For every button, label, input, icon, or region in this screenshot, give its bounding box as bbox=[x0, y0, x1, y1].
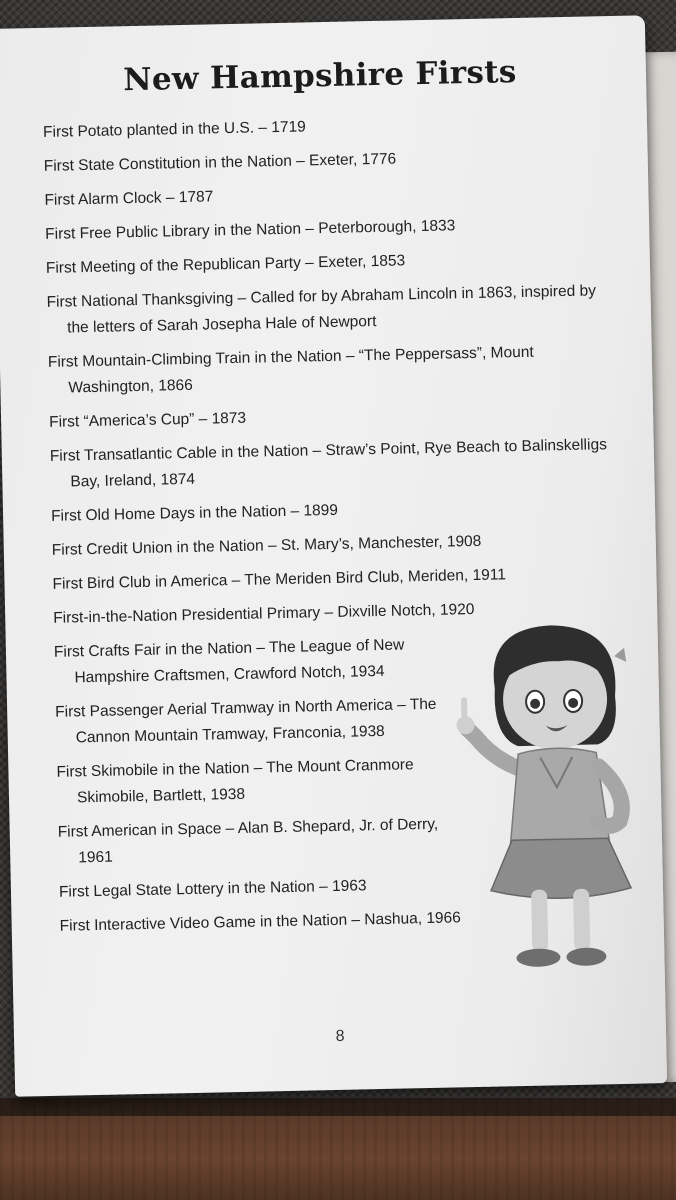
list-item: First Alarm Clock – 1787 bbox=[44, 188, 214, 209]
list-item: First Skimobile in the Nation – The Mount Cranmore Skimobile, Bartlett, 1938 bbox=[56, 756, 414, 807]
booklet-page bbox=[0, 15, 667, 1096]
list-item: First-in-the-Nation Presidential Primary – Dixville Notch, 1920 bbox=[53, 600, 475, 627]
list-item: First Meeting of the Republican Party – Exeter, 1853 bbox=[45, 252, 406, 277]
cartoon-girl-pointing-icon bbox=[445, 615, 652, 979]
list-item: First American in Space – Alan B. Shepard, Jr. of Derry, 1961 bbox=[57, 815, 439, 867]
list-item: First Passenger Aerial Tramway in North America – The Cannon Mountain Tramway, Franconia, 1938 bbox=[55, 695, 437, 747]
list-item: First State Constitution in the Nation – Exeter, 1776 bbox=[43, 150, 397, 175]
list-item: First Old Home Days in the Nation – 1899 bbox=[50, 501, 339, 525]
list-item: First Bird Club in America – The Meriden Bird Club, Meriden, 1911 bbox=[52, 566, 507, 593]
list-item: First Mountain-Climbing Train in the Nation – “The Peppersass”, Mount Washington, 1866 bbox=[47, 343, 534, 397]
list-item: First Transatlantic Cable in the Nation – Straw’s Point, Rye Beach to Balinskelligs Bay, Ireland, 1874 bbox=[49, 436, 608, 491]
list-item: First Crafts Fair in the Nation – The League of New Hampshire Craftsmen, Crawford Notch, 1934 bbox=[53, 636, 405, 687]
list-item: First “America’s Cup” – 1873 bbox=[48, 409, 247, 431]
list-item: First Legal State Lottery in the Nation – 1963 bbox=[58, 877, 367, 901]
wooden-table bbox=[0, 1098, 676, 1200]
page-number: 8 bbox=[335, 1027, 345, 1045]
list-item: First Free Public Library in the Nation – Peterborough, 1833 bbox=[45, 217, 456, 243]
list-item: First Potato planted in the U.S. – 1719 bbox=[42, 118, 306, 141]
page-title: New Hampshire Firsts bbox=[122, 53, 517, 99]
list-item: First Interactive Video Game in the Nation – Nashua, 1966 bbox=[59, 909, 462, 935]
list-item: First National Thanksgiving – Called for by Abraham Lincoln in 1863, inspired by the letters of Sarah Josepha Hale of Newport bbox=[46, 282, 597, 337]
list-item: First Credit Union in the Nation – St. Mary’s, Manchester, 1908 bbox=[51, 532, 482, 559]
